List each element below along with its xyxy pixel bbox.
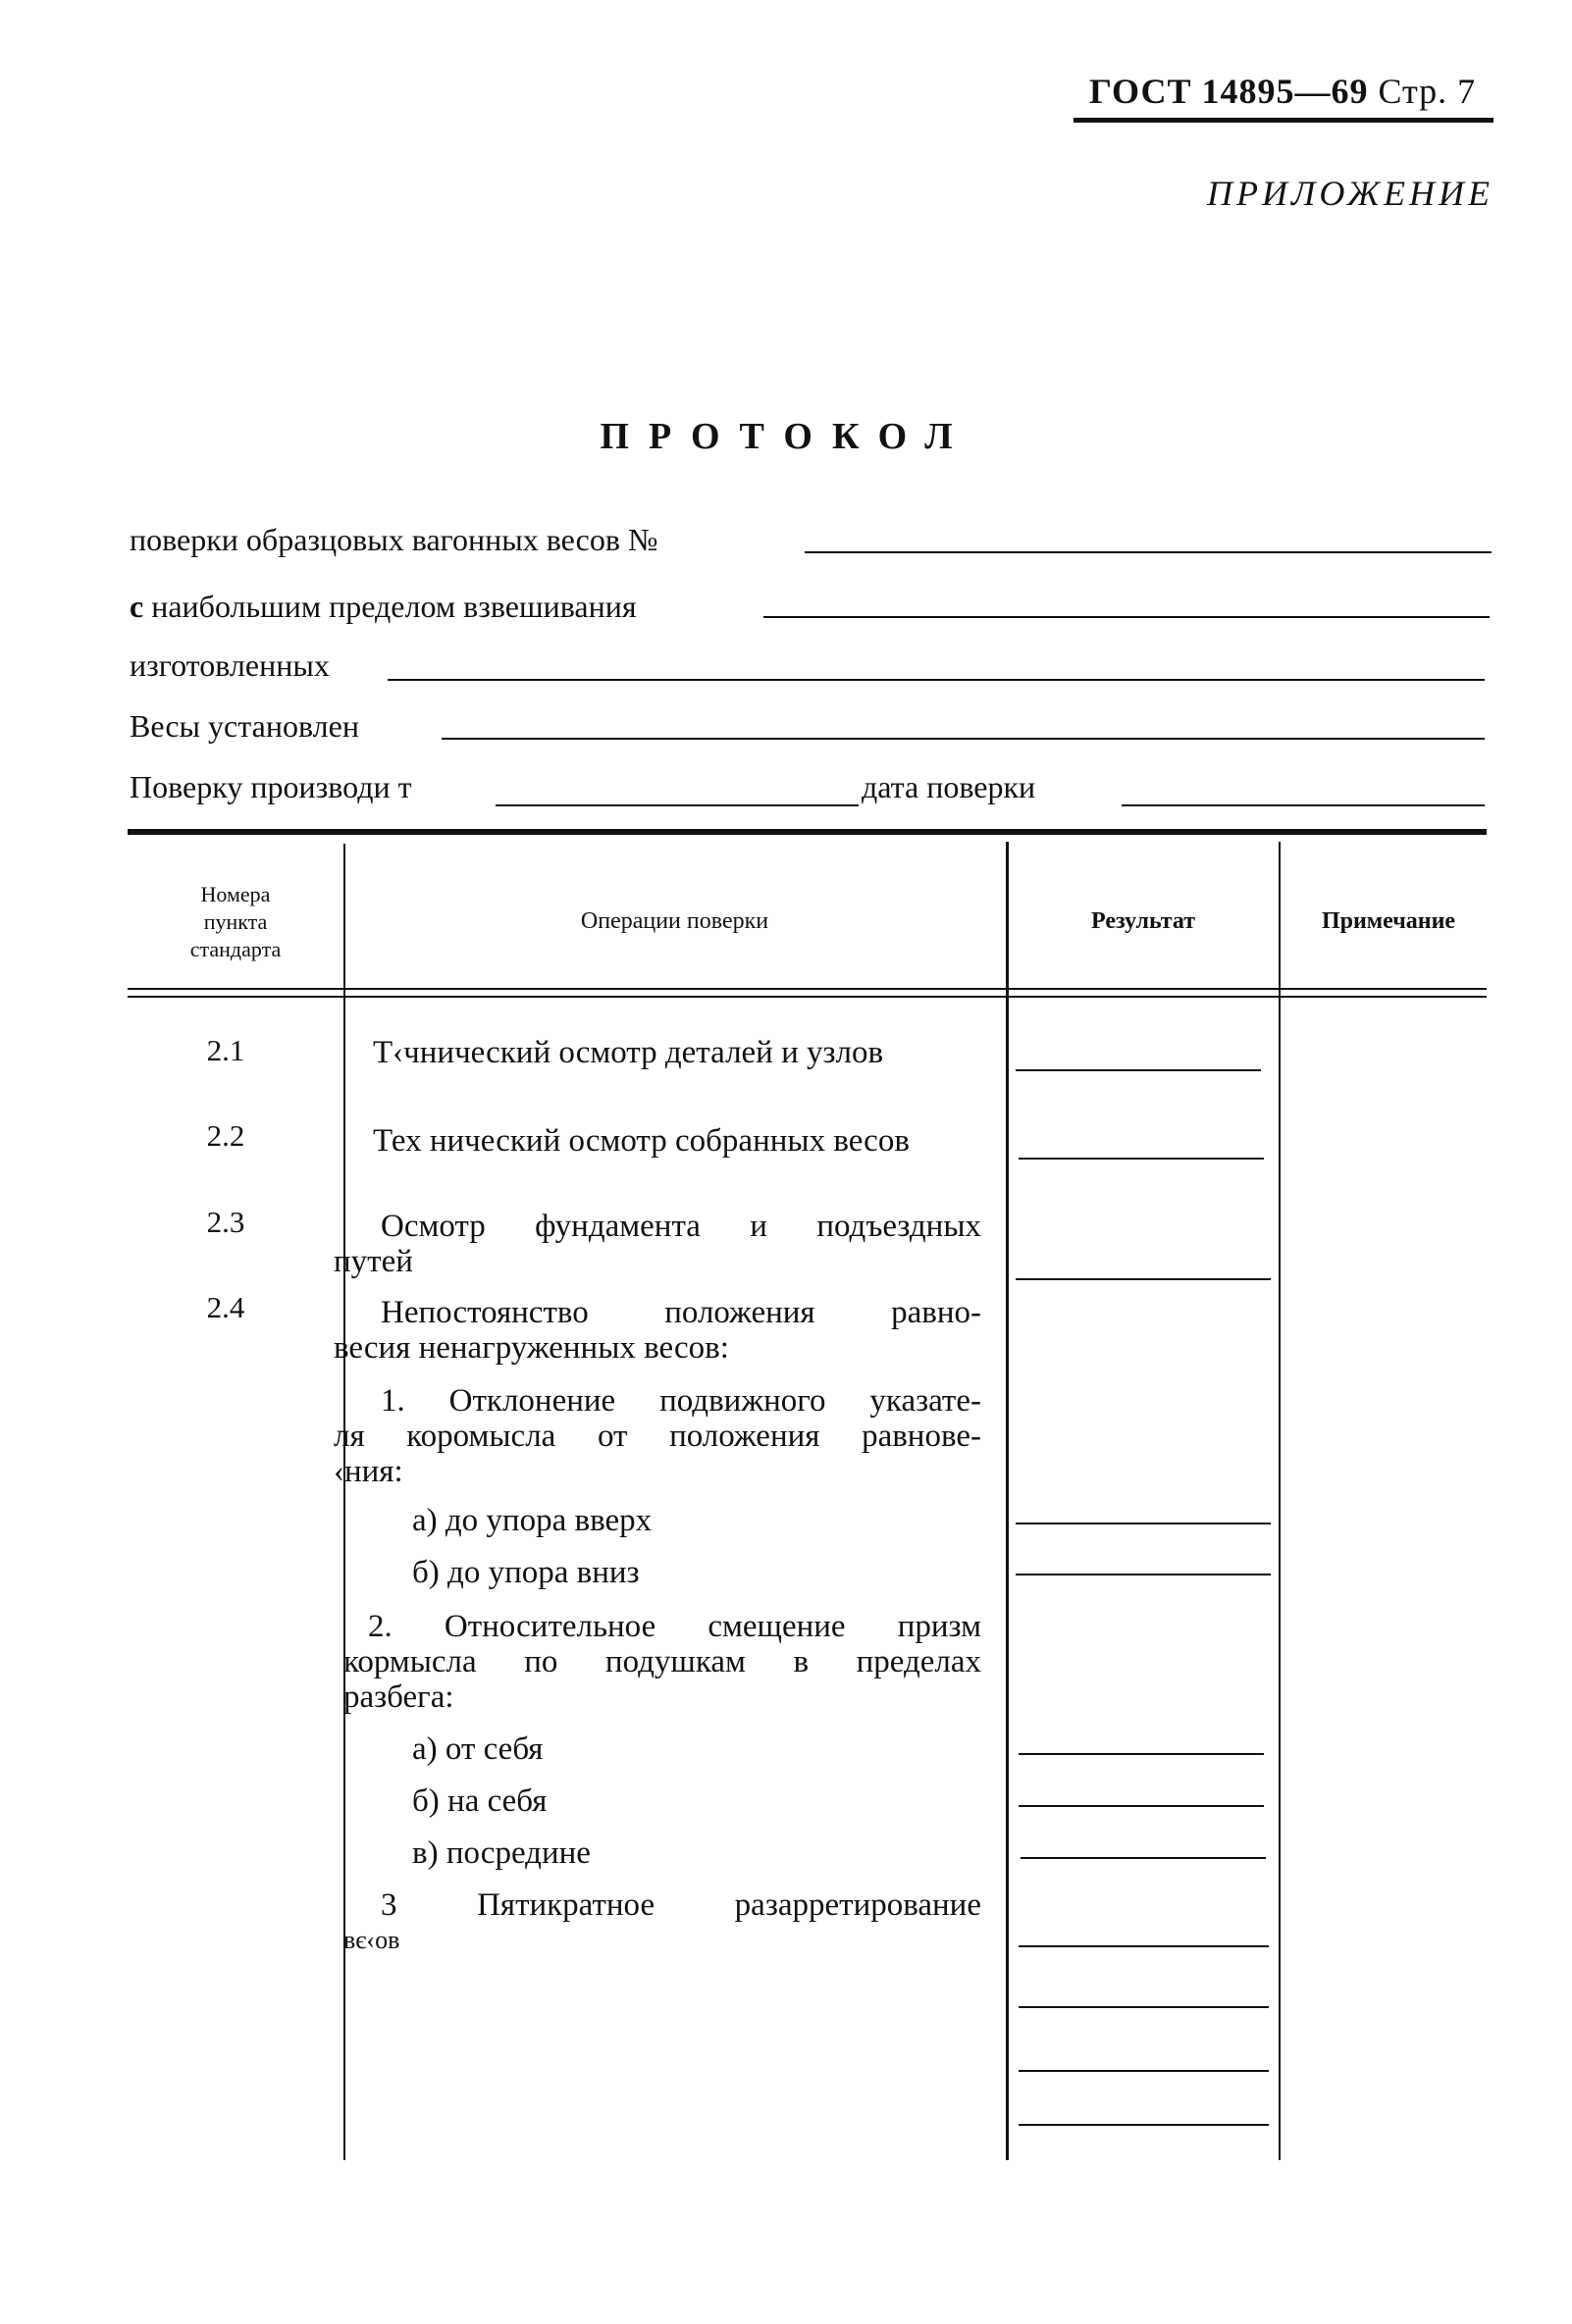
result-line: [1016, 1278, 1271, 1280]
form-line-max-limit: [130, 589, 637, 625]
operation-text: [381, 1887, 981, 1923]
operation-line: Непостоянство положения равно-: [381, 1295, 981, 1330]
operation-line: вє‹ов: [343, 1926, 400, 1954]
operation-text: [368, 1609, 981, 1644]
operation-text: [343, 1644, 981, 1679]
result-line: [1019, 1753, 1264, 1755]
operation-text: б) на себя: [412, 1783, 548, 1819]
form-line-installed: [130, 708, 359, 745]
form-label: поверки образцовых вагонных весов №: [130, 522, 658, 557]
form-label: наибольшим пределом взвешивания: [151, 589, 637, 624]
header-rule: [1074, 118, 1493, 123]
operation-text: [381, 1209, 981, 1244]
operation-text: [334, 1330, 971, 1366]
result-line: [1016, 1523, 1271, 1524]
result-line: [1019, 1805, 1264, 1807]
operation-text: в) посредине: [412, 1835, 591, 1871]
appendix-label: ПРИЛОЖЕНИЕ: [1207, 174, 1493, 213]
fill-line: [1122, 804, 1485, 806]
operation-line: ‹ния:: [334, 1454, 403, 1489]
table-header-rule: [128, 988, 1487, 990]
operation-line: 2. Относительное смещение призм: [368, 1609, 981, 1644]
fill-line: [496, 804, 859, 806]
form-line-manufactured: [130, 647, 330, 684]
page-number: Стр. 7: [1378, 72, 1477, 111]
column-divider: [343, 844, 345, 2160]
operation-text: Тех нический осмотр собранных весов: [373, 1123, 910, 1159]
operation-text: [381, 1383, 981, 1419]
result-line: [1016, 1574, 1271, 1575]
operation-line: 3 Пятикратное разарретирование: [381, 1887, 981, 1923]
fill-line: [388, 679, 1485, 681]
header-item-number: [137, 881, 334, 963]
operation-text: [334, 1244, 971, 1279]
operation-line: весия ненагруженных весов:: [334, 1330, 729, 1366]
form-label: изготовленных: [130, 647, 330, 683]
form-label-prefix: с: [130, 589, 144, 624]
operation-text: а) от себя: [412, 1731, 544, 1767]
standard-reference: [1089, 71, 1476, 112]
form-label: Весы установлен: [130, 708, 359, 744]
operation-text: [334, 1419, 981, 1489]
operation-line: разбега:: [343, 1679, 454, 1715]
fill-line: [442, 738, 1485, 740]
item-number: 2.2: [206, 1118, 245, 1153]
operation-line: кормысла по подушкам в пределах: [343, 1644, 981, 1679]
column-divider: [1279, 842, 1281, 2160]
result-line: [1019, 2124, 1269, 2126]
form-line-verified-by: [130, 769, 412, 805]
item-number: 2.4: [206, 1290, 245, 1324]
operation-text: а) до упора вверх: [412, 1503, 653, 1538]
table-top-rule: [128, 829, 1487, 835]
operation-text: Т‹чнический осмотр деталей и узлов: [373, 1035, 884, 1070]
header-text: пункта: [203, 909, 268, 934]
operation-line: Осмотр фундамента и подъездных: [381, 1209, 981, 1244]
result-line: [1019, 2006, 1269, 2008]
header-result: Результат: [1090, 908, 1196, 934]
fill-line: [805, 551, 1492, 553]
result-line: [1021, 1857, 1266, 1859]
form-label: дата поверки: [862, 769, 1036, 804]
item-number: 2.1: [206, 1033, 245, 1067]
document-title: ПРОТОКОЛ: [600, 416, 972, 457]
item-number: 2.3: [206, 1205, 245, 1239]
operation-line: 1. Отклонение подвижного указате-: [381, 1383, 981, 1419]
result-line: [1019, 1945, 1269, 1947]
form-label: Поверку производи т: [130, 769, 412, 804]
header-text: Номера: [200, 882, 271, 906]
header-operations: Операции поверки: [580, 908, 769, 934]
result-line: [1016, 1069, 1261, 1071]
table-header-rule: [128, 996, 1487, 998]
header-text: стандарта: [189, 937, 282, 961]
operation-text: [343, 1679, 981, 1715]
gost-code: ГОСТ 14895—69: [1089, 72, 1369, 111]
operation-line: путей: [334, 1244, 413, 1279]
form-line-date: [862, 769, 1035, 805]
header-note: Примечание: [1321, 908, 1456, 934]
operation-text: [343, 1923, 981, 1958]
result-line: [1019, 1158, 1264, 1160]
operation-text: [381, 1295, 981, 1330]
result-line: [1019, 2070, 1269, 2072]
fill-line: [763, 616, 1490, 618]
operation-text: б) до упора вниз: [412, 1555, 640, 1590]
operation-line: ля коромысла от положения равнове-: [334, 1419, 981, 1454]
form-line-scales-number: [130, 522, 658, 558]
